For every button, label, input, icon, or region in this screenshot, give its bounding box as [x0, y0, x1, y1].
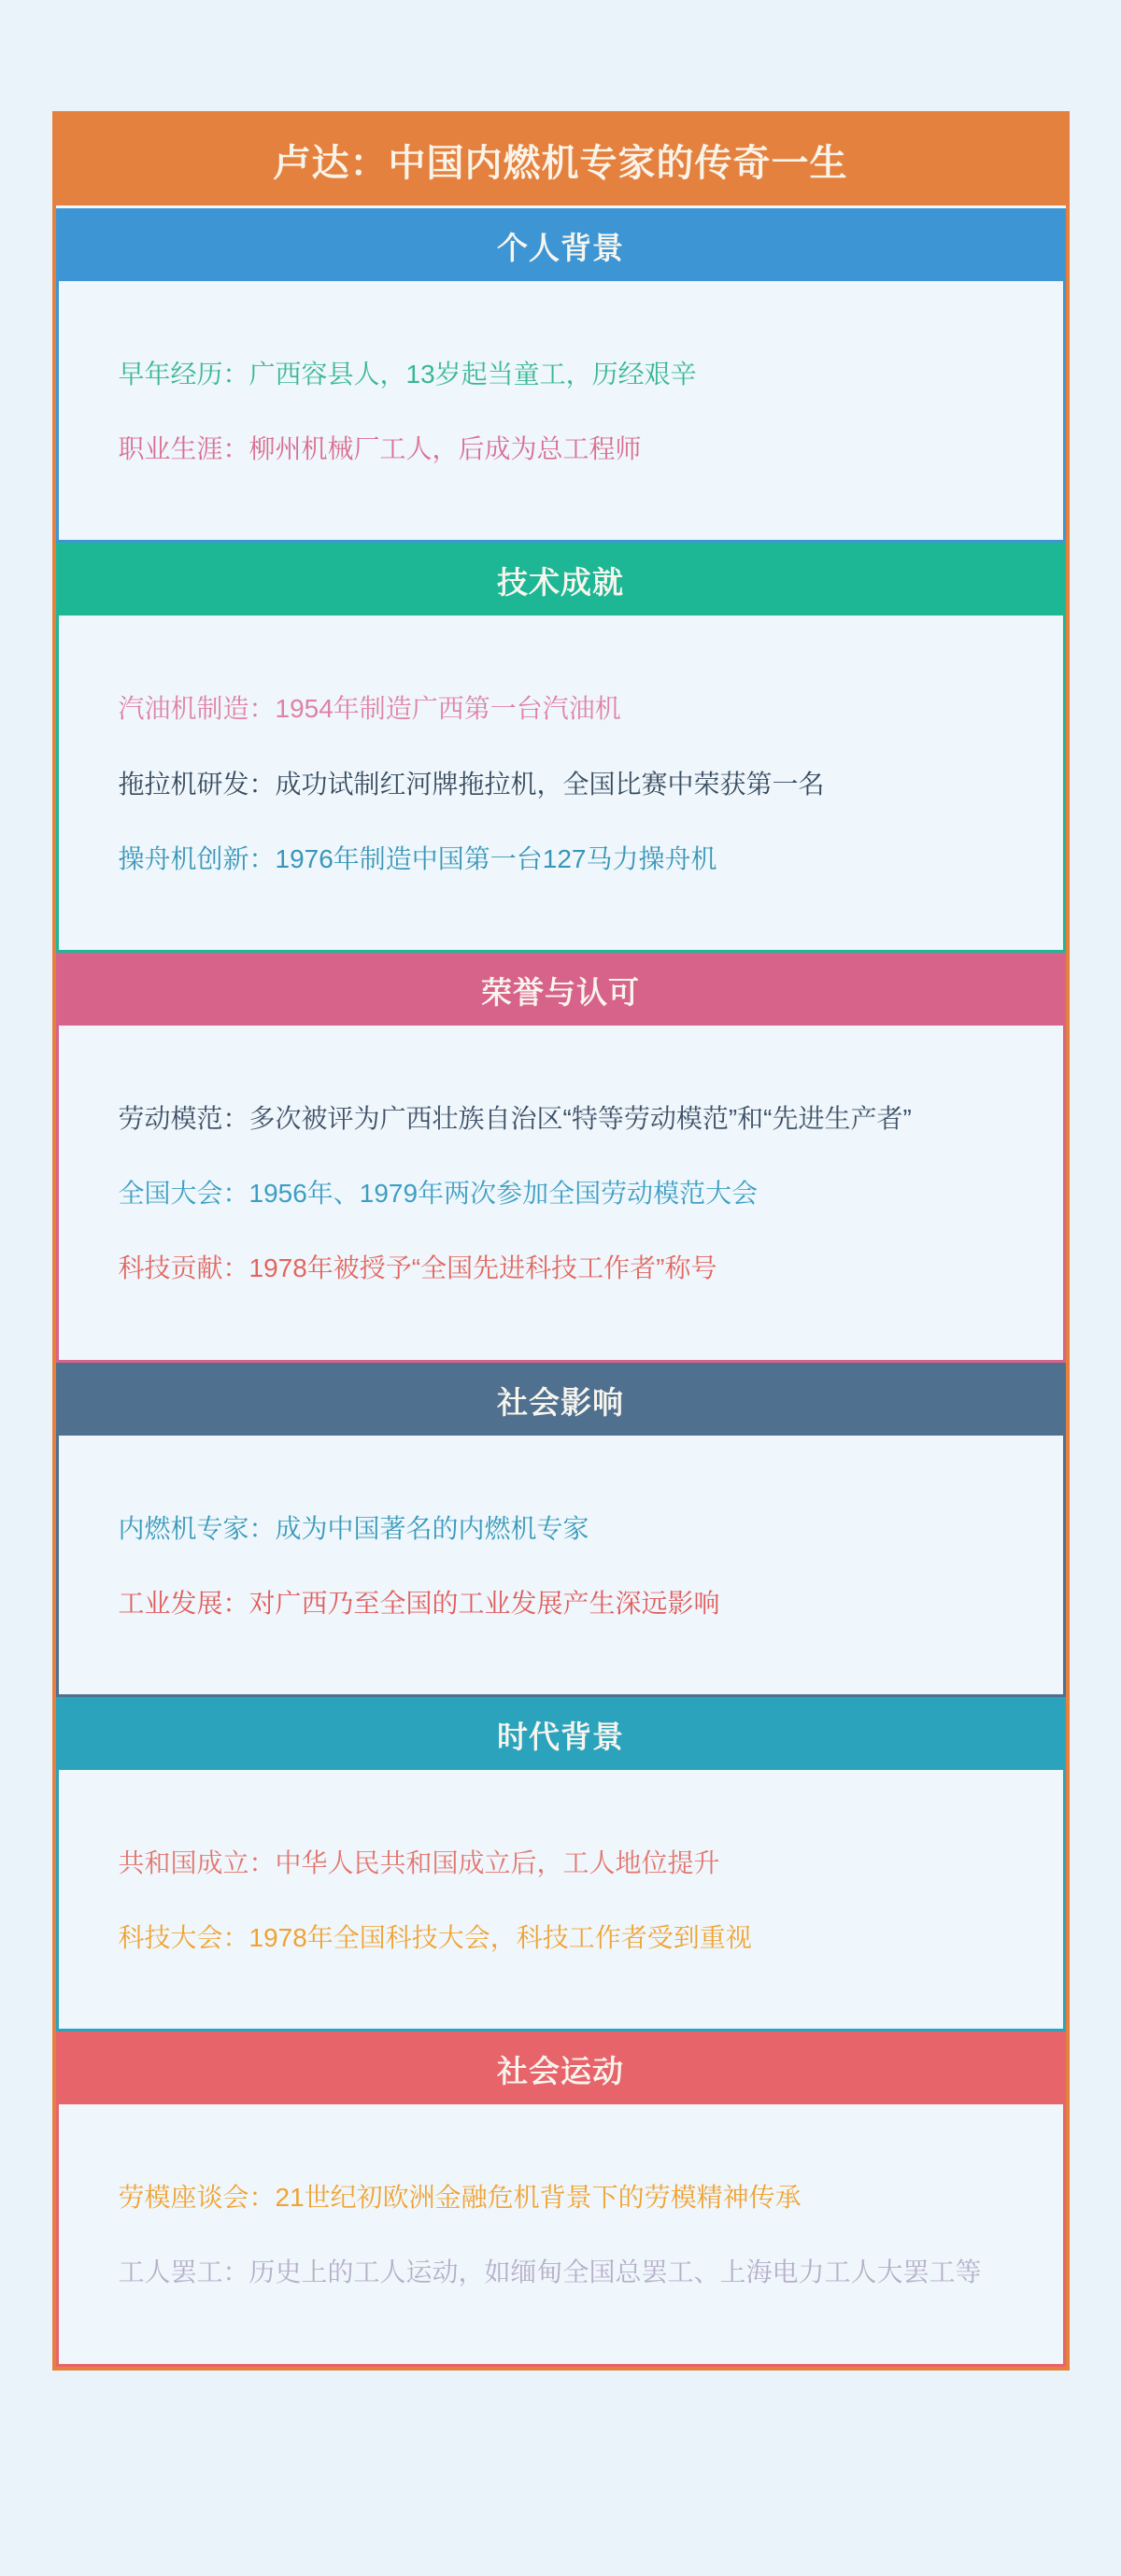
section-title: 技术成就 [497, 565, 624, 601]
section-title: 社会影响 [497, 1384, 624, 1420]
section-personal-background [56, 208, 1066, 543]
section-title: 社会运动 [497, 2054, 624, 2089]
section-body [59, 1436, 1063, 1694]
section-social-impact [56, 1363, 1066, 1697]
section-body [59, 2104, 1063, 2363]
section-body [59, 616, 1063, 950]
section-title: 荣誉与认可 [481, 974, 640, 1010]
info-line: 汽油机制造：1954年制造广西第一台汽油机 [118, 694, 621, 724]
section-title: 个人背景 [497, 231, 624, 265]
info-line: 劳模座谈会：21世纪初欧洲金融危机背景下的劳模精神传承 [118, 2183, 802, 2213]
info-card [52, 111, 1070, 2371]
section-header [59, 955, 1063, 1026]
section-era-background [56, 1697, 1066, 2031]
section-header [59, 1700, 1063, 1770]
info-line: 职业生涯：柳州机械厂工人，后成为总工程师 [118, 434, 642, 464]
info-line: 工人罢工：历史上的工人运动，如缅甸全国总罢工、上海电力工人大罢工等 [118, 2258, 982, 2287]
section-technical-achievements [56, 543, 1066, 953]
page-title: 卢达：中国内燃机专家的传奇一生 [273, 143, 848, 184]
section-social-movements [56, 2031, 1066, 2366]
info-line: 早年经历：广西容县人，13岁起当童工，历经艰辛 [118, 360, 697, 389]
info-line: 全国大会：1956年、1979年两次参加全国劳动模范大会 [118, 1179, 759, 1209]
card-title-bar [56, 115, 1066, 205]
info-line: 劳动模范：多次被评为广西壮族自治区“特等劳动模范”和“先进生产者” [118, 1103, 912, 1133]
section-body [59, 281, 1063, 540]
section-honors-recognition [56, 953, 1066, 1363]
info-line: 拖拉机研发：成功试制红河牌拖拉机，全国比赛中荣获第一名 [118, 769, 825, 799]
section-header [59, 211, 1063, 281]
info-line: 内燃机专家：成为中国著名的内燃机专家 [118, 1513, 589, 1543]
info-line: 工业发展：对广西乃至全国的工业发展产生深远影响 [118, 1588, 720, 1618]
section-header [59, 1366, 1063, 1436]
section-header [59, 545, 1063, 616]
section-body [59, 1770, 1063, 2029]
section-title: 时代背景 [497, 1719, 624, 1754]
section-header [59, 2034, 1063, 2104]
info-line: 共和国成立：中华人民共和国成立后，工人地位提升 [118, 1847, 720, 1877]
section-body [59, 1026, 1063, 1360]
info-line: 操舟机创新：1976年制造中国第一台127马力操舟机 [118, 843, 717, 873]
info-line: 科技大会：1978年全国科技大会，科技工作者受到重视 [118, 1923, 752, 1953]
info-line: 科技贡献：1978年被授予“全国先进科技工作者”称号 [118, 1253, 717, 1283]
